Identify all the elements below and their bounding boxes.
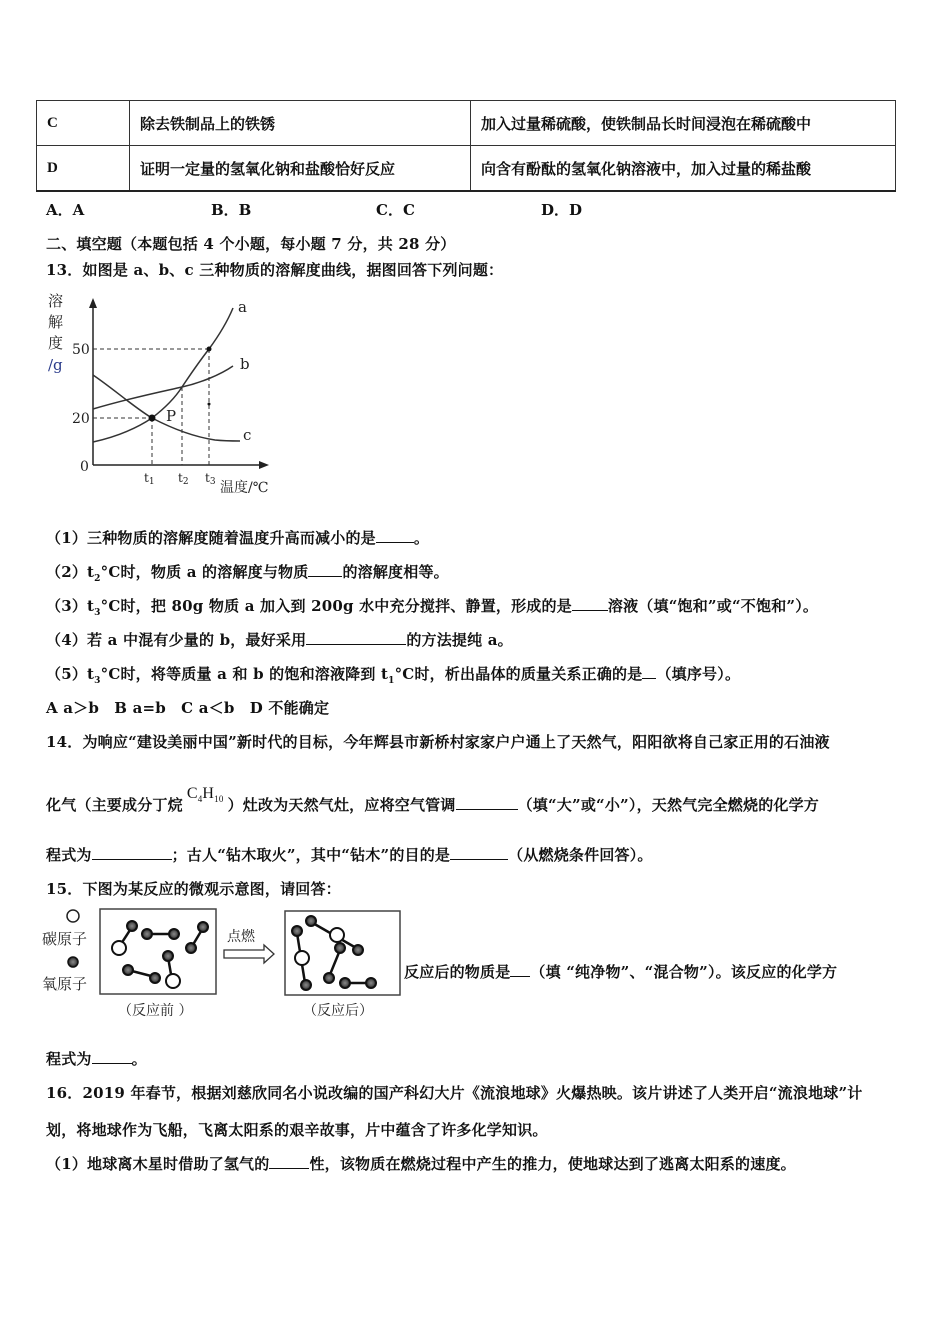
y-tick-20: 20 bbox=[72, 411, 90, 427]
oxygen-atom-icon bbox=[68, 957, 78, 967]
answer-blank[interactable] bbox=[376, 527, 414, 543]
table-row bbox=[37, 101, 896, 146]
curve-label-a: a bbox=[238, 298, 247, 316]
y-label-unit: /g bbox=[48, 356, 63, 374]
q16-line2: 划，将地球作为飞船，飞离太阳系的艰辛故事，片中蕴含了许多化学知识。 bbox=[46, 1121, 548, 1139]
choice-a: A．A bbox=[46, 201, 85, 219]
q13-sub5-options: A a＞b B a=b C a＜b D 不能确定 bbox=[46, 699, 330, 717]
option-label: D bbox=[37, 146, 130, 192]
answer-blank[interactable] bbox=[510, 961, 530, 977]
purpose-cell: 证明一定量的氢氧化钠和盐酸恰好反应 bbox=[130, 146, 471, 192]
q13-sub5: $(5)t_3^\circ C$时，将等质量 a 和 b 的饱和溶液降到 $t_1^\circ C$时，析出晶体的质量关系正确的是 （填序号）。 bbox=[46, 665, 741, 686]
answer-blank[interactable] bbox=[92, 844, 172, 860]
y-tick-0: 0 bbox=[80, 459, 89, 475]
answer-blank[interactable] bbox=[450, 844, 508, 860]
legend-carbon: 碳原子 bbox=[42, 930, 88, 948]
curve-a bbox=[93, 308, 233, 442]
arrow-icon bbox=[224, 945, 274, 963]
legend-oxygen: 氧原子 bbox=[42, 975, 88, 993]
solubility-chart bbox=[40, 290, 290, 500]
section-title: 二、填空题（本题包括 4 个小题，每小题 7 分，共 28 分） bbox=[46, 235, 456, 253]
q13-stem: 13．如图是 a、b、c 三种物质的溶解度曲线，据图回答下列问题： bbox=[46, 261, 504, 279]
x-tick-t2: t2 bbox=[178, 471, 189, 487]
choice-d: D．D bbox=[541, 201, 583, 219]
choice-b: B．B bbox=[211, 201, 252, 219]
q16-sub1: （1）地球离木星时借助了氢气的 性，该物质在燃烧过程中产生的推力，使地球达到了逃离太阳系的速度。 bbox=[46, 1155, 796, 1173]
x-label: 温度/℃ bbox=[220, 480, 269, 496]
curve-label-c: c bbox=[243, 426, 252, 444]
x-tick-t1: t1 bbox=[144, 471, 155, 487]
choice-c: C．C bbox=[376, 201, 415, 219]
point-label-p: P bbox=[166, 407, 177, 425]
answer-blank[interactable] bbox=[456, 794, 518, 810]
q13-sub3: $(3)t_3^\circ C$时，把 80g 物质 a 加入到 200g 水中充分搅拌、静置，形成的是 溶液（填“饱和”或“不饱和”）。 bbox=[46, 597, 819, 618]
q16-line1: 16．2019 年春节，根据刘慈欣同名小说改编的国产科幻大片《流浪地球》火爆热映。该片讲述了人类开启“流浪地球”计 bbox=[46, 1084, 863, 1102]
q15-line2: 程式为 。 bbox=[46, 1050, 147, 1068]
caption-before: （反应前 ） bbox=[118, 1003, 193, 1019]
table-row bbox=[37, 146, 896, 192]
y-label-1: 溶 bbox=[48, 292, 64, 310]
purpose-cell: 除去铁制品上的铁锈 bbox=[130, 101, 471, 146]
q15-line1: 反应后的物质是 （填 “纯净物”、“混合物”）。该反应的化学方 bbox=[404, 963, 838, 981]
y-label-2: 解 bbox=[48, 313, 64, 331]
q14-line2: 化气（主要成分丁烷$C_4H_{10}$ ）灶改为天然气灶，应将空气管调 （填“大”或“小”），天然气完全燃烧的化学方 bbox=[46, 785, 819, 814]
y-label-3: 度 bbox=[48, 334, 64, 352]
q13-sub4: （4）若 a 中混有少量的 b，最好采用 的方法提纯 a。 bbox=[46, 631, 513, 649]
q14-line1: 14．为响应“建设美丽中国”新时代的目标，今年辉县市新桥村家家户户通上了天然气，阳阳欲将自己家正用的石油液 bbox=[46, 733, 830, 751]
caption-after: （反应后） bbox=[303, 1003, 373, 1019]
answer-blank[interactable] bbox=[572, 595, 608, 611]
reaction-diagram bbox=[40, 900, 410, 1030]
q14-line3: 程式为 ；古人“钻木取火”，其中“钻木”的目的是 （从燃烧条件回答）。 bbox=[46, 846, 653, 864]
carbon-atom-icon bbox=[67, 910, 79, 922]
curve-label-b: b bbox=[240, 355, 250, 373]
answer-blank[interactable] bbox=[92, 1048, 132, 1064]
q13-sub1: （1）三种物质的溶解度随着温度升高而减小的是 。 bbox=[46, 529, 430, 547]
option-label: C bbox=[37, 101, 130, 146]
q13-sub2: $(2)t_2^\circ C$时，物质 a 的溶解度与物质 的溶解度相等。 bbox=[46, 563, 449, 584]
answer-blank[interactable] bbox=[308, 561, 342, 577]
q15-stem: 15．下图为某反应的微观示意图，请回答： bbox=[46, 880, 341, 898]
answer-blank[interactable] bbox=[642, 663, 656, 679]
q12-choices bbox=[46, 199, 582, 220]
x-tick-t3: t3 bbox=[205, 471, 216, 487]
arrow-label: 点燃 bbox=[227, 929, 255, 945]
options-table bbox=[36, 100, 896, 192]
formula-c4h10: $C_4H_{10}$ bbox=[186, 785, 224, 805]
curve-b bbox=[93, 366, 233, 409]
answer-blank[interactable] bbox=[306, 629, 406, 645]
y-tick-50: 50 bbox=[72, 342, 90, 358]
method-cell: 加入过量稀硫酸，使铁制品长时间浸泡在稀硫酸中 bbox=[471, 101, 896, 146]
method-cell: 向含有酚酞的氢氧化钠溶液中，加入过量的稀盐酸 bbox=[471, 146, 896, 192]
answer-blank[interactable] bbox=[269, 1153, 309, 1169]
